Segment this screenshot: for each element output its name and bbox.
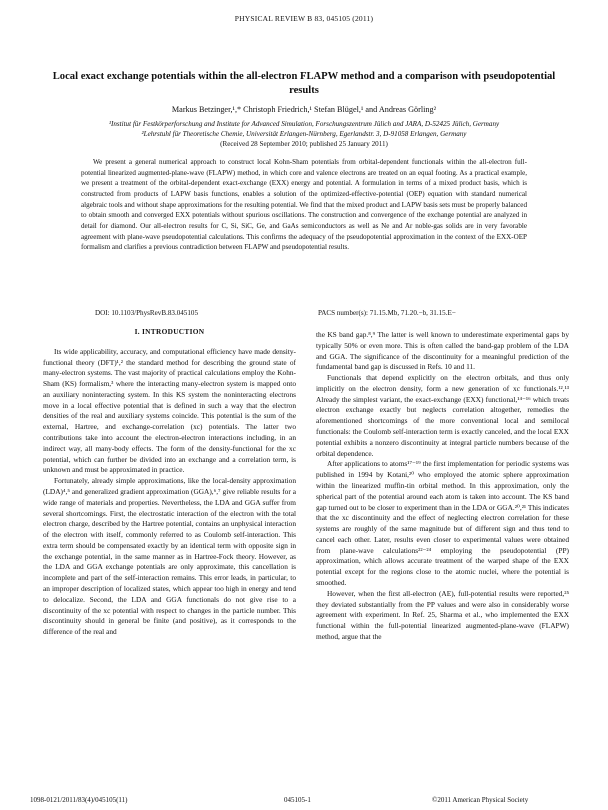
right-paragraph-1: the KS band gap.⁸,⁹ The latter is well known to underestimate experimental gaps by typically 50% or even more. This is often called the band-gap problem of the LDA and GGA. The significance of the discontinuity for a meaningful prediction of the fundamental band gap is discussed in Refs. 10 and 11. xyxy=(316,330,569,372)
affiliation-1: ¹Institut für Festkörperforschung and Institute for Advanced Simulation, Forschungszentrum Jülich and JARA, D-52425 Jülich, Germany xyxy=(108,120,500,128)
footer-issn: 1098-0121/2011/83(4)/045105(11) xyxy=(30,796,128,804)
left-paragraph-2: Fortunately, already simple approximations, like the local-density approximation (LDA)⁴,⁵ and generalized gradient approximation (GGA),⁶,⁷ give reliable results for a wide range of materials and properties. Nevertheless, the LDA and GGA suffer from several shortcomings. First, the electrostatic interaction of the electron with the total electron charge, described by the Hartree potential, contains an unphysical interaction of the electron with itself, commonly referred to as Coulomb self-interaction. This extra term should be compensated exactly by an identical term with opposite sign in the exchange potential, in the same manner as in Hartree-Fock theory. However, as the LDA and GGA exchange potentials are only approximate, this cancellation is incomplete and part of the self-interaction remains. This error leads, in particular, to an improper description of localized states, which appear too high in energy and tend to delocalize. Second, the LDA and GGA functionals do not give rise to a discontinuity of the xc potential with respect to changes in the particle number. This discontinuity should in general be finite (and positive), as it corresponds to the difference of the real and xyxy=(43,476,296,637)
right-paragraph-4: However, when the first all-electron (AE), full-potential results were reported,²⁵ they deviated substantially from the PP values and were also in considerably worse agreement with experiment. In Ref. 25, Sharma et al., who implemented the EXX functional within the full-potential linearized augmented-plane-wave (FLAPW) method, argue that the xyxy=(316,588,569,641)
footer-copyright: ©2011 American Physical Society xyxy=(432,796,529,804)
section-heading: I. INTRODUCTION xyxy=(134,327,205,336)
left-paragraph-1: Its wide applicability, accuracy, and computational efficiency have made density-functional theory (DFT)¹,² the standard method for describing the ground state of many-electron systems. The vast majority of practical calculations employ the Kohn-Sham (KS) formalism,³ where the interacting many-electron system is mapped onto an auxiliary noninteracting system. In this KS system the noninteracting electrons move in a local effective potential that is defined in such a way that the electron densities of the real and auxiliary systems coincide. This potential is the sum of the external, Hartree, and exchange-correlation (xc) potentials. The latter two contributions take into account the electron-electron interactions including, in an indirect way, all many-body effects. The form of the density-functional for the xc potential, which can further be divided into an exchange and a correlation term, is unknown and must be approximated in practice. xyxy=(43,346,296,475)
received-date: (Received 28 September 2010; published 25 January 2011) xyxy=(220,140,388,148)
author-list: Markus Betzinger,¹,* Christoph Friedrich,¹ Stefan Blügel,¹ and Andreas Görling² xyxy=(171,105,437,114)
affiliations xyxy=(20,119,588,139)
doi-link[interactable]: DOI: 10.1103/PhysRevB.83.045105 xyxy=(95,309,198,317)
paper-title: Local exact exchange potentials within the all-electron FLAPW method and a comparison with pseudopotential results xyxy=(52,71,556,96)
right-paragraph-2: Functionals that depend explicitly on the electron orbitals, and thus only implicitly on the electron density, form a new generation of xc functionals.¹²,¹³ Already the simplest variant, the exact-exchange (EXX) functional,¹⁴⁻¹⁶ which treats electron exchange exactly but neglects correlation altogether, remedies the aforementioned shortcomings of the more conventional local and semilocal functionals: the Coulomb self-interaction term is exactly canceled, and the local EXX potential exhibits a nonzero discontinuity at integral particle numbers because of the orbital dependence. xyxy=(316,373,569,458)
left-column xyxy=(43,327,296,638)
abstract xyxy=(81,157,527,253)
running-head: PHYSICAL REVIEW B 83, 045105 (2011) xyxy=(234,14,374,23)
affiliation-2: ²Lehrstuhl für Theoretische Chemie, Universität Erlangen-Nürnberg, Egerlandstr. 3, D-91058 Erlangen, Germany xyxy=(141,130,467,138)
right-paragraph-3: After applications to atoms¹⁷⁻¹⁹ the first implementation for periodic systems was published in 1994 by Kotani,²⁰ who employed the atomic sphere approximation within the linearized muffin-tin orbital method. In this approximation, only the spherical part of the potential around each atom is taken into account. The KS band gap turned out to be closer to experiment than in the LDA or GGA.²⁰,²¹ This indicates that the xc discontinuity and the effect of neglecting electron correlation for these systems are roughly of the same magnitude but of different sign and thus tend to cancel each other. Later, results even closer to experimental values were obtained from plane-wave calculations²²⁻²⁴ employing the pseudopotential (PP) approximation, which allows accurate treatment of the warped shape of the EXX potential except for the regions close to the atomic nuclei, where the potential is smoothed. xyxy=(316,459,569,587)
abstract-text: We present a general numerical approach to construct local Kohn-Sham potentials from orbital-dependent functionals within the all-electron full-potential linearized augmented-plane-wave (FLAPW) method, in which core and valence electrons are treated on an equal footing. As a practical example, we present a treatment of the orbital-dependent exact-exchange (EXX) energy and potential. A formulation in terms of a mixed product basis, which is constructed from products of LAPW basis functions, enables a solution of the optimized-effective-potential (OEP) equation with standard numerical algebraic tools and without shape approximations for the resulting potential. We find that the mixed product and LAPW basis sets must be properly balanced to obtain smooth and converged EXX potentials without spurious oscillations. The construction and convergence of the exchange potential are analyzed in detail for diamond. Our all-electron results for C, Si, SiC, Ge, and GaAs semiconductors as well as Ne and Ar noble-gas solids are in very favorable agreement with plane-wave pseudopotential calculations. This confirms the adequacy of the pseudopotential approximation in the context of the EXX-OEP formalism and clarifies a previous contradiction between FLAPW and pseudopotential results. xyxy=(81,158,527,252)
right-column xyxy=(316,330,569,643)
footer-page-number: 045105-1 xyxy=(284,796,311,804)
pacs-numbers: PACS number(s): 71.15.Mb, 71.20.−b, 31.15.E− xyxy=(318,309,456,317)
